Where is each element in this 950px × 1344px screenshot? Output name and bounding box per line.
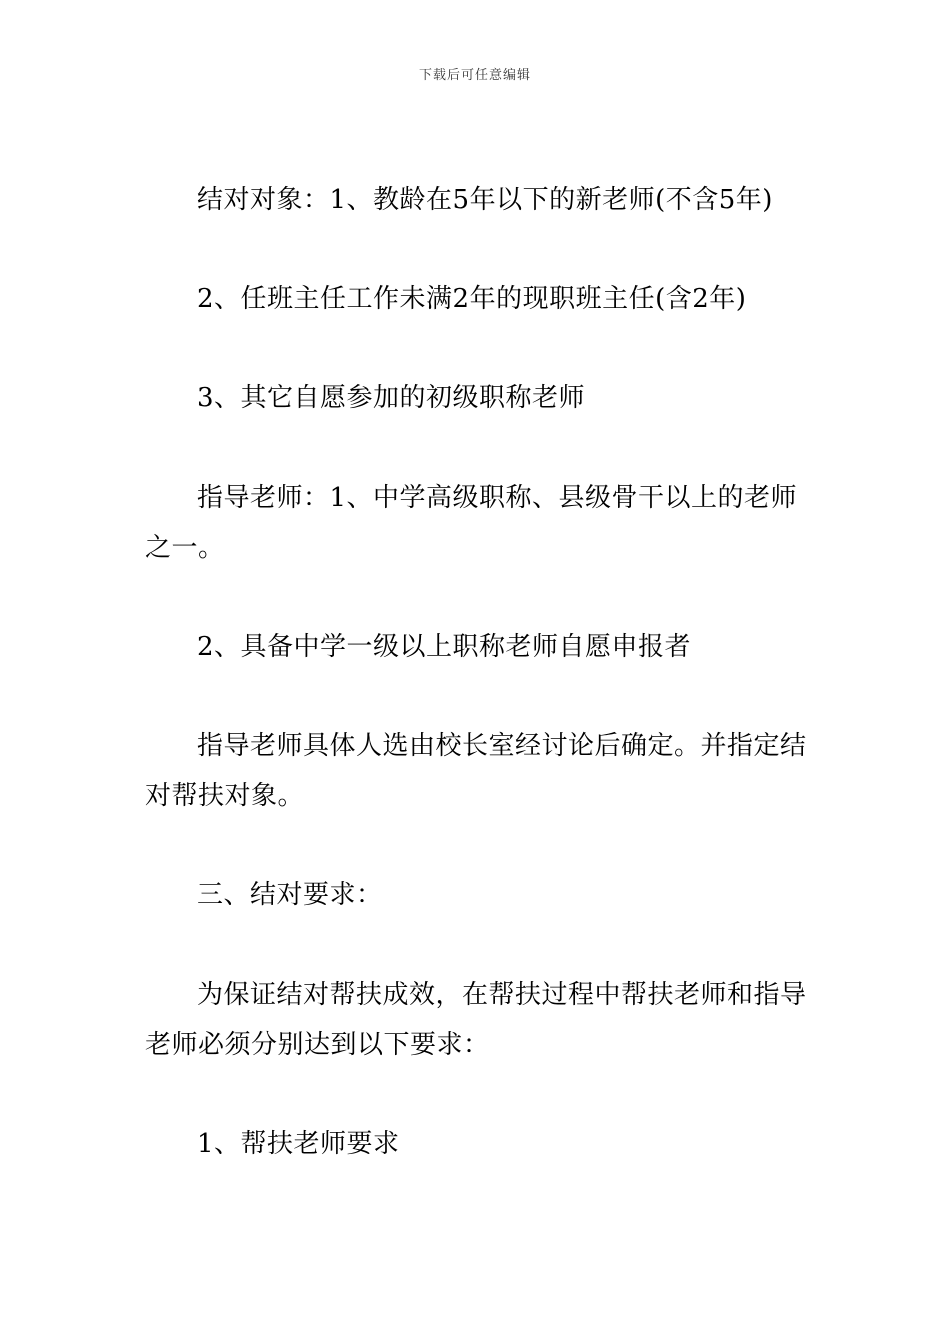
section-heading-requirements: 三、结对要求： (197, 880, 383, 910)
paragraph-pairing-target-1: 结对对象：1、教龄在5年以下的新老师(不含5年) (197, 185, 773, 215)
page-header: 下载后可任意编辑 (418, 68, 531, 83)
paragraph-mentee-requirements: 1、帮扶老师要求 (197, 1129, 400, 1159)
paragraph-mentor-2: 2、具备中学一级以上职称老师自愿申报者 (197, 632, 692, 662)
paragraph-mentor-1: 指导老师：1、中学高级职称、县级骨干以上的老师之一。 (145, 483, 798, 563)
paragraph-mentor-selection: 指导老师具体人选由校长室经讨论后确定。并指定结对帮扶对象。 (145, 731, 807, 811)
paragraph-pairing-target-2: 2、任班主任工作未满2年的现职班主任(含2年) (197, 284, 747, 314)
paragraph-pairing-target-3: 3、其它自愿参加的初级职称老师 (197, 383, 586, 413)
paragraph-requirements-intro: 为保证结对帮扶成效，在帮扶过程中帮扶老师和指导老师必须分别达到以下要求： (145, 980, 807, 1060)
